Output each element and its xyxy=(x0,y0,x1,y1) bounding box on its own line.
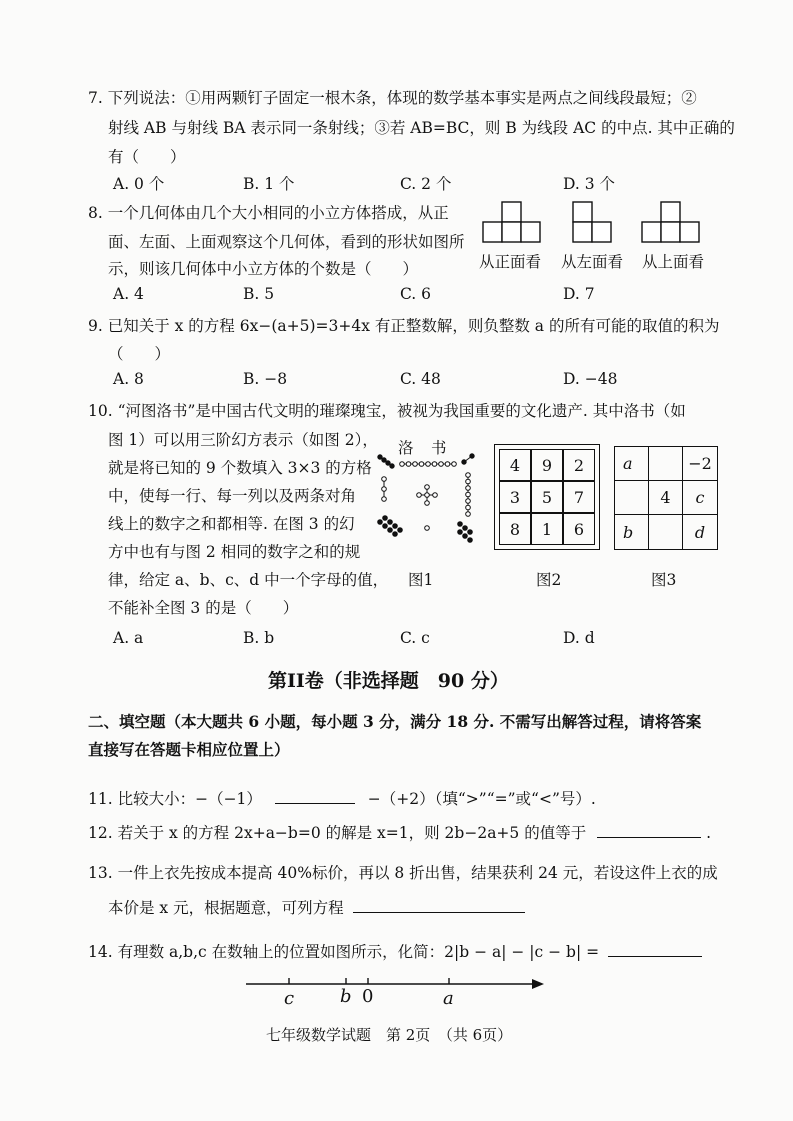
fig1-label: 图1 xyxy=(408,571,434,589)
luoshu-diagram xyxy=(372,452,482,552)
q9-line1: 9. 已知关于 x 的方程 6x−(a+5)=3+4x 有正整数解，则负整数 a 的所有可能的取值的积为 xyxy=(88,317,720,335)
q9-option-a[interactable]: A. 8 xyxy=(113,370,144,388)
q12-end: . xyxy=(706,824,712,842)
q7-line2: 射线 AB 与射线 BA 表示同一条射线；③若 AB=BC，则 B 为线段 AC 的中点. 其中正确的 xyxy=(108,119,735,137)
q11-answer-blank[interactable] xyxy=(275,787,355,804)
axis-label-zero: 0 xyxy=(362,986,374,1007)
fig2-cell: 3 xyxy=(499,481,531,513)
q7-line1: 7. 下列说法：①用两颗钉子固定一根木条，体现的数学基本事实是两点之间线段最短；② xyxy=(88,89,697,107)
fig3-cell xyxy=(649,515,683,549)
fig3-cell-c: c xyxy=(683,481,717,515)
fig2-cell: 7 xyxy=(563,481,595,513)
magic-square-fig2 xyxy=(494,444,600,550)
q7-option-d[interactable]: D. 3 个 xyxy=(563,175,616,193)
q8-option-b[interactable]: B. 5 xyxy=(243,285,275,303)
q10-line6: 方中也有与图 2 相同的数字之和的规 xyxy=(108,543,361,561)
q10-option-c[interactable]: C. c xyxy=(400,629,430,647)
q9-option-c[interactable]: C. 48 xyxy=(400,370,441,388)
q13-stem: 本价是 x 元，根据题意，可列方程 xyxy=(108,899,344,917)
q12-answer-blank[interactable] xyxy=(597,821,701,838)
q9-option-d[interactable]: D. −48 xyxy=(563,370,618,388)
q10-option-a[interactable]: A. a xyxy=(113,629,144,647)
fig3-label: 图3 xyxy=(651,571,677,589)
q13-line2 xyxy=(108,896,525,918)
q7-option-c[interactable]: C. 2 个 xyxy=(400,175,452,193)
q13-line1: 13. 一件上衣先按成本提高 40%标价，再以 8 折出售，结果获利 24 元，若设这件上衣的成 xyxy=(88,864,718,882)
part2-header-line1: 二、填空题（本大题共 6 小题，每小题 3 分，满分 18 分. 不需写出解答过程，请将答案 xyxy=(88,712,702,731)
q8-option-c[interactable]: C. 6 xyxy=(400,285,432,303)
q14-text xyxy=(88,940,702,962)
q11-text xyxy=(88,787,596,809)
q12-text xyxy=(88,821,711,843)
q7-option-a[interactable]: A. 0 个 xyxy=(113,175,165,193)
q9-line2: （ ） xyxy=(108,345,171,363)
fig3-cell-b: b xyxy=(615,515,649,549)
fig2-cell: 1 xyxy=(531,513,563,545)
fig3-cell-d: d xyxy=(694,522,706,542)
q11-left: 11. 比较大小：−（−1） xyxy=(88,790,262,808)
q12-stem: 12. 若关于 x 的方程 2x+a−b=0 的解是 x=1，则 2b−2a+5 的值等于 xyxy=(88,824,587,842)
q13-answer-blank[interactable] xyxy=(353,896,525,913)
q10-line1: 10. “河图洛书”是中国古代文明的璀璨瑰宝，被视为我国重要的文化遗产. 其中洛书（如 xyxy=(88,402,686,420)
q8-option-d[interactable]: D. 7 xyxy=(563,285,595,303)
q9-option-b[interactable]: B. −8 xyxy=(243,370,288,388)
fig2-cell: 2 xyxy=(563,449,595,481)
q7-option-b[interactable]: B. 1 个 xyxy=(243,175,295,193)
q8-line3: 示，则该几何体中小立方体的个数是（ ） xyxy=(108,260,419,278)
q10-line5: 线上的数字之和都相等. 在图 3 的幻 xyxy=(108,515,355,533)
part2-header-line2: 直接写在答题卡相应位置上） xyxy=(88,740,290,759)
axis-label-b: b xyxy=(340,986,352,1007)
fig3-cell-a: a xyxy=(615,447,649,481)
top-view xyxy=(642,202,699,242)
q10-line7: 律，给定 a、b、c、d 中一个字母的值， xyxy=(108,571,389,589)
q14-answer-blank[interactable] xyxy=(608,940,702,957)
fig2-cell: 8 xyxy=(499,513,531,545)
q10-line4: 中，使每一行、每一列以及两条对角 xyxy=(108,487,357,505)
q10-line3: 就是将已知的 9 个数填入 3×3 的方格 xyxy=(108,459,372,477)
q10-option-b[interactable]: B. b xyxy=(243,629,275,647)
fig3-cell-minus2: −2 xyxy=(683,447,717,481)
q10-line8: 不能补全图 3 的是（ ） xyxy=(108,599,299,617)
axis-label-c: c xyxy=(284,988,295,1009)
fig2-cell: 9 xyxy=(531,449,563,481)
q11-right: −（+2）（填“>”“=”或“<”号）. xyxy=(367,790,596,808)
left-view-label: 从左面看 xyxy=(561,253,624,271)
q8-line1: 8. 一个几何体由几个大小相同的小立方体搭成，从正 xyxy=(88,204,449,222)
section2-title: 第II卷（非选择题 90 分） xyxy=(268,670,509,692)
fig2-cell: 4 xyxy=(499,449,531,481)
top-view-label: 从上面看 xyxy=(642,253,705,271)
q14-stem: 14. 有理数 a,b,c 在数轴上的位置如图所示，化简：2|b − a| − |c − b| = xyxy=(88,943,600,961)
magic-square-fig3 xyxy=(614,446,718,550)
axis-label-a: a xyxy=(443,988,454,1009)
fig2-label: 图2 xyxy=(536,571,562,589)
q10-option-d[interactable]: D. d xyxy=(563,629,595,647)
page-footer: 七年级数学试题 第 2页 （共 6页） xyxy=(266,1026,513,1044)
front-view xyxy=(483,202,540,242)
front-view-label: 从正面看 xyxy=(479,253,542,271)
q7-line3: 有（ ） xyxy=(108,148,186,166)
fig2-cell: 5 xyxy=(531,481,563,513)
fig3-cell xyxy=(649,447,683,481)
three-view-figure xyxy=(480,198,720,250)
q10-line2: 图 1）可以用三阶幻方表示（如图 2）， xyxy=(108,431,378,449)
luoshu-title: 洛 书 xyxy=(398,439,448,457)
left-view xyxy=(573,202,611,242)
q8-option-a[interactable]: A. 4 xyxy=(113,285,144,303)
fig3-cell xyxy=(615,481,649,515)
q8-line2: 面、左面、上面观察这个几何体，看到的形状如图所 xyxy=(108,233,465,251)
fig3-cell-4: 4 xyxy=(649,481,683,515)
fig2-cell: 6 xyxy=(563,513,595,545)
